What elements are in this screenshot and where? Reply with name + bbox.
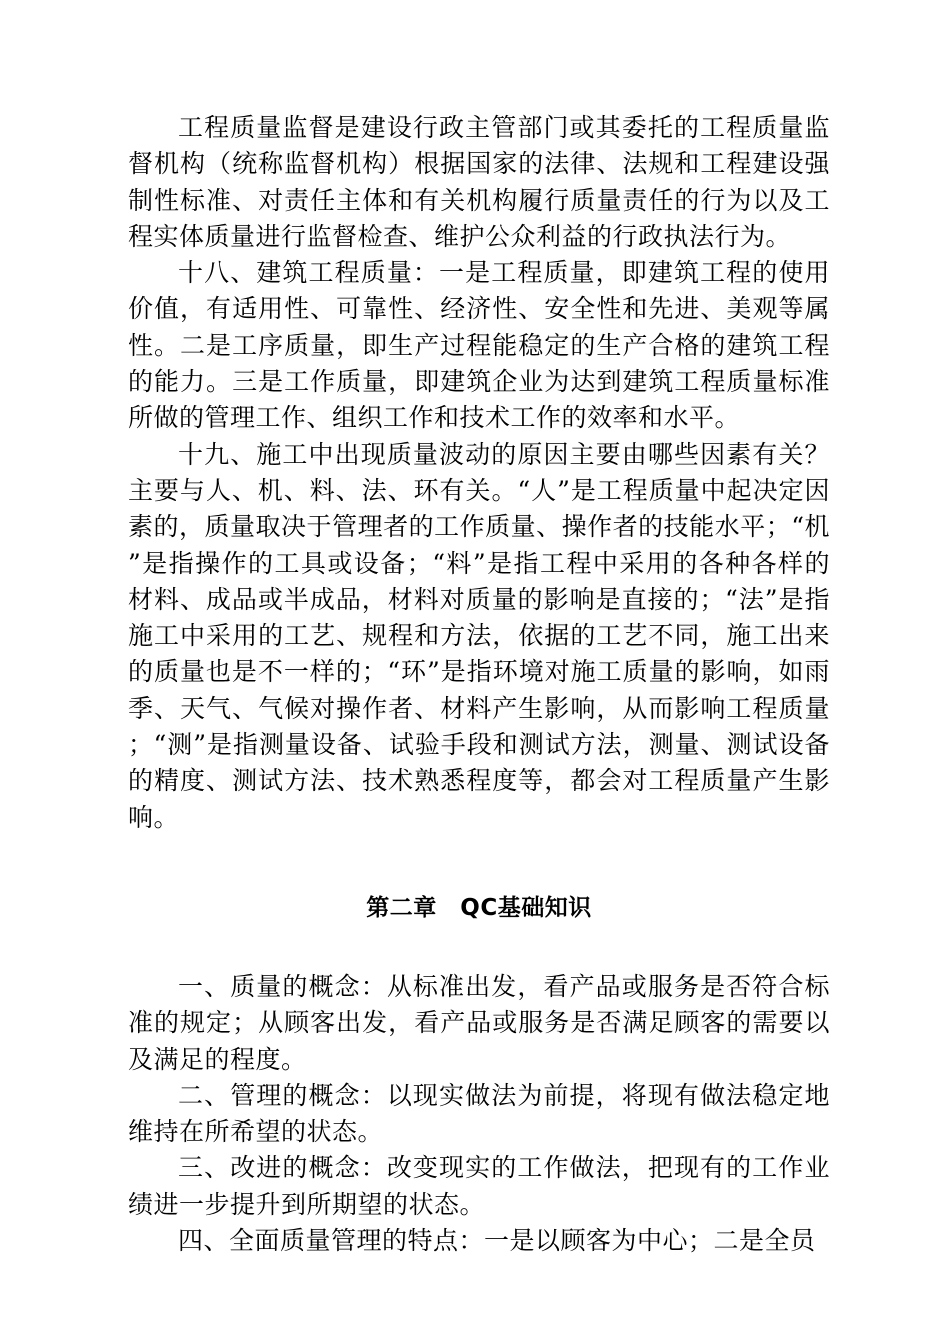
spacer	[128, 836, 830, 890]
paragraph-quality-concept: 一、质量的概念：从标准出发，看产品或服务是否符合标准的规定；从顾客出发，看产品或服务是否满足顾客的需要以及满足的程度。	[128, 971, 830, 1074]
paragraph-quality-supervision: 工程质量监督是建设行政主管部门或其委托的工程质量监督机构（统称监督机构）根据国家的法律、法规和工程建设强制性标准、对责任主体和有关机构履行质量责任的行为以及工程实体质量进行监督检查、维护公众利益的行政执法行为。	[128, 113, 830, 251]
paragraph-quality-fluctuation: 十九、施工中出现质量波动的原因主要由哪些因素有关？主要与人、机、料、法、环有关。“人”是工程质量中起决定因素的，质量取决于管理者的工作质量、操作者的技能水平；“机”是指操作的工具或设备；“料”是指工程中采用的各种各样的材料、成品或半成品，材料对质量的影响是直接的；“法”是指施工中采用的工艺、规程和方法，依据的工艺不同，施工出来的质量也是不一样的；“环”是指环境对施工质量的影响，如雨季、天气、气候对操作者、材料产生影响，从而影响工程质量；“测”是指测量设备、试验手段和测试方法，测量、测试设备的精度、测试方法、技术熟悉程度等，都会对工程质量产生影响。	[128, 439, 830, 832]
paragraph-management-concept: 二、管理的概念：以现实做法为前提，将现有做法稳定地维持在所希望的状态。	[128, 1080, 830, 1147]
chapter-title: 第二章 QC基础知识	[366, 894, 592, 921]
paragraph-tqm-features: 四、全面质量管理的特点：一是以顾客为中心；二是全员	[178, 1226, 816, 1256]
paragraph-improvement-concept: 三、改进的概念：改变现实的工作做法，把现有的工作业绩进一步提升到所期望的状态。	[128, 1153, 830, 1219]
document-page	[128, 110, 830, 1259]
paragraph-building-quality: 十八、建筑工程质量：一是工程质量，即建筑工程的使用价值，有适用性、可靠性、经济性、安全性和先进、美观等属性。二是工序质量，即生产过程能稳定的生产合格的建筑工程的能力。三是工作质量，即建筑企业为达到建筑工程质量标准所做的管理工作、组织工作和技术工作的效率和水平。	[128, 258, 830, 433]
spacer	[128, 926, 830, 969]
